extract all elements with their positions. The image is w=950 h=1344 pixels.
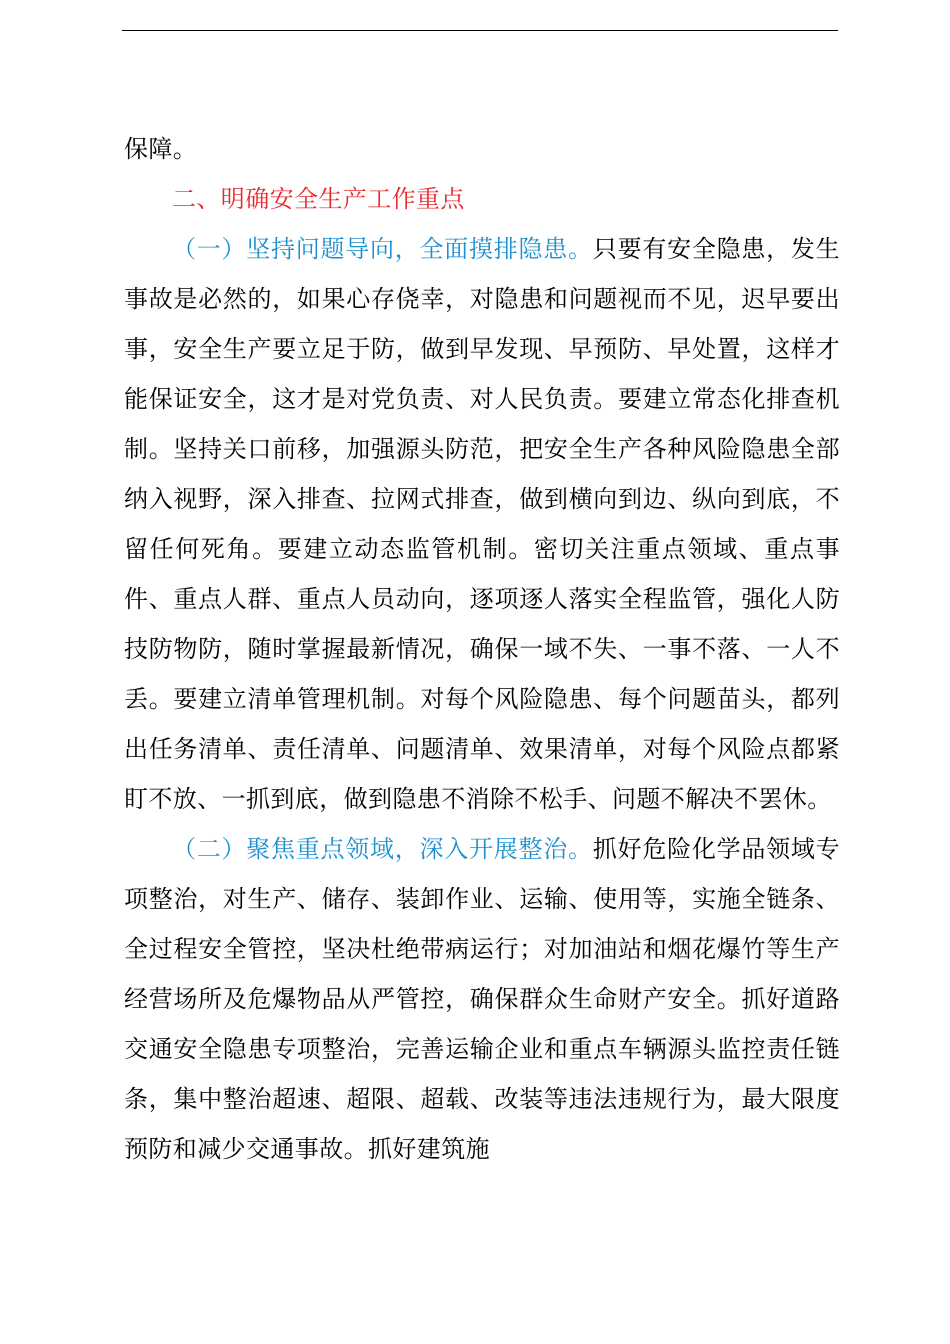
- paragraph-1-subheading: （一）坚持问题导向，全面摸排隐患。: [172, 235, 593, 263]
- paragraph-1-text: 只要有安全隐患，发生事故是必然的，如果心存侥幸，对隐患和问题视而不见，迟早要出事，安全生产要立足于防，做到早发现、早预防、早处置，这样才能保证安全，这才是对党负责、对人民负责。要建立常态化排查机制。坚持关口前移，加强源头防范，把安全生产各种风险隐患全部纳入视野，深入排查、拉网式排查，做到横向到边、纵向到底，不留任何死角。要建立动态监管机制。密切关注重点领域、重点事件、重点人群、重点人员动向，逐项逐人落实全程监管，强化人防技防物防，随时掌握最新情况，确保一域不失、一事不落、一人不丢。要建立清单管理机制。对每个风险隐患、每个问题苗头，都列出任务清单、责任清单、问题清单、效果清单，对每个风险点都紧盯不放、一抓到底，做到隐患不消除不松手、问题不解决不罢休。: [124, 235, 840, 813]
- continuation-text: 保障。: [124, 135, 198, 163]
- header-rule: [122, 30, 838, 31]
- document-body: [124, 124, 840, 1174]
- section-heading: 二、明确安全生产工作重点: [172, 185, 465, 213]
- paragraph-2-subheading: （二）聚焦重点领域，深入开展整治。: [172, 835, 593, 863]
- paragraph-2-text: 抓好危险化学品领域专项整治，对生产、储存、装卸作业、运输、使用等，实施全链条、全过程安全管控，坚决杜绝带病运行；对加油站和烟花爆竹等生产经营场所及危爆物品从严管控，确保群众生命财产安全。抓好道路交通安全隐患专项整治，完善运输企业和重点车辆源头监控责任链条，集中整治超速、超限、超载、改装等违法违规行为，最大限度预防和减少交通事故。抓好建筑施: [124, 835, 840, 1163]
- paragraph-1: [124, 224, 840, 824]
- paragraph-2: [124, 824, 840, 1174]
